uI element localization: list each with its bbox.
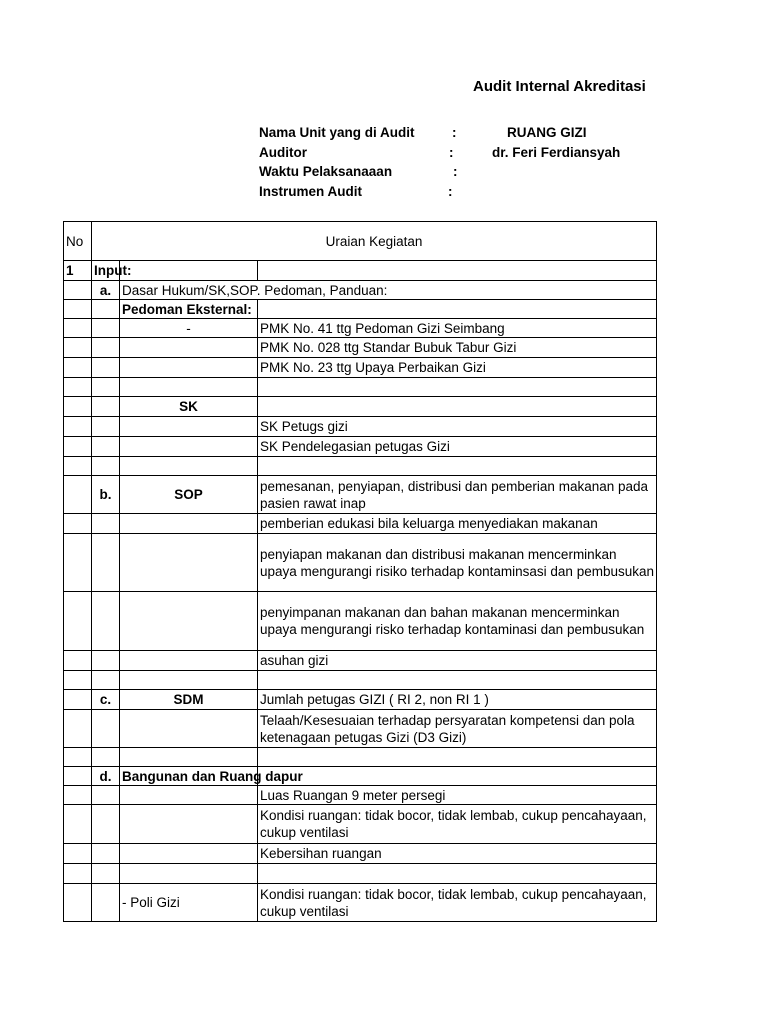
row-category-cell bbox=[120, 358, 258, 378]
table-row bbox=[64, 690, 657, 710]
row-description-cell bbox=[258, 748, 657, 767]
row-description-cell: asuhan gizi bbox=[258, 651, 657, 671]
table-row bbox=[64, 844, 657, 864]
audit-table bbox=[63, 221, 657, 922]
row-no-cell bbox=[64, 592, 92, 651]
row-category-cell bbox=[120, 437, 258, 457]
row-category-cell bbox=[120, 671, 258, 690]
row-no-cell bbox=[64, 281, 92, 300]
row-sub-cell bbox=[92, 437, 120, 457]
row-category-cell: - bbox=[120, 319, 258, 338]
table-row bbox=[64, 319, 657, 338]
table-row bbox=[64, 884, 657, 922]
row-category-cell bbox=[120, 786, 258, 805]
row-description-cell: pemberian edukasi bila keluarga menyediakan makanan bbox=[258, 514, 657, 534]
table-row bbox=[64, 338, 657, 358]
row-description-cell: Luas Ruangan 9 meter persegi bbox=[258, 786, 657, 805]
row-no-cell bbox=[64, 319, 92, 338]
row-no-cell bbox=[64, 805, 92, 844]
table-row bbox=[64, 476, 657, 514]
row-description-cell bbox=[258, 864, 657, 884]
table-row bbox=[64, 457, 657, 476]
table-row bbox=[64, 281, 657, 300]
row-description-cell: Kondisi ruangan: tidak bocor, tidak lembab, cukup pencahayaan, cukup ventilasi bbox=[258, 884, 657, 922]
row-no-cell bbox=[64, 378, 92, 397]
row-category-cell bbox=[120, 338, 258, 358]
row-category-cell bbox=[120, 805, 258, 844]
table-row bbox=[64, 261, 657, 281]
row-no-cell bbox=[64, 690, 92, 710]
row-sub-cell bbox=[92, 457, 120, 476]
row-category-cell bbox=[120, 514, 258, 534]
row-description-cell bbox=[258, 671, 657, 690]
row-sub-cell bbox=[92, 358, 120, 378]
table-row bbox=[64, 437, 657, 457]
row-description-cell bbox=[258, 300, 657, 319]
table-row bbox=[64, 786, 657, 805]
row-description-cell: Kondisi ruangan: tidak bocor, tidak lembab, cukup pencahayaan, cukup ventilasi bbox=[258, 805, 657, 844]
meta-label: Auditor bbox=[259, 144, 307, 160]
table-row bbox=[64, 805, 657, 844]
table-row bbox=[64, 671, 657, 690]
row-no-cell bbox=[64, 864, 92, 884]
row-no-cell bbox=[64, 397, 92, 417]
row-description-cell: pemesanan, penyiapan, distribusi dan pemberian makanan pada pasien rawat inap bbox=[258, 476, 657, 514]
table-row bbox=[64, 592, 657, 651]
row-no-cell bbox=[64, 534, 92, 592]
row-category-cell bbox=[120, 457, 258, 476]
row-category-cell: Dasar Hukum/SK,SOP. Pedoman, Panduan: bbox=[120, 281, 657, 300]
row-description-cell bbox=[258, 378, 657, 397]
row-sub-cell: Input: bbox=[92, 261, 120, 281]
row-description-cell: PMK No. 41 ttg Pedoman Gizi Seimbang bbox=[258, 319, 657, 338]
row-sub-cell bbox=[92, 417, 120, 437]
row-no-cell bbox=[64, 514, 92, 534]
row-description-cell: SK Pendelegasian petugas Gizi bbox=[258, 437, 657, 457]
row-sub-cell bbox=[92, 514, 120, 534]
row-description-cell bbox=[258, 397, 657, 417]
row-category-cell bbox=[120, 864, 258, 884]
row-sub-cell bbox=[92, 378, 120, 397]
row-no-cell bbox=[64, 476, 92, 514]
table-row bbox=[64, 300, 657, 319]
row-description-cell: penyimpanan makanan dan bahan makanan mencerminkan upaya mengurangi risko terhadap kontaminasi dan pembusukan bbox=[258, 592, 657, 651]
row-category-cell bbox=[120, 592, 258, 651]
row-description-cell: PMK No. 028 ttg Standar Bubuk Tabur Gizi bbox=[258, 338, 657, 358]
row-category-cell bbox=[120, 710, 258, 748]
row-sub-cell bbox=[92, 319, 120, 338]
row-category-cell bbox=[120, 534, 258, 592]
row-no-cell bbox=[64, 786, 92, 805]
row-no-cell bbox=[64, 358, 92, 378]
meta-colon: : bbox=[453, 164, 458, 179]
row-description-cell bbox=[258, 261, 657, 281]
table-row bbox=[64, 514, 657, 534]
row-category-cell: SK bbox=[120, 397, 258, 417]
row-sub-cell: d. bbox=[92, 767, 120, 786]
row-category-cell bbox=[120, 844, 258, 864]
meta-value: dr. Feri Ferdiansyah bbox=[492, 144, 621, 160]
meta-colon: : bbox=[452, 125, 457, 140]
row-no-cell bbox=[64, 437, 92, 457]
row-sub-cell bbox=[92, 748, 120, 767]
row-sub-cell bbox=[92, 671, 120, 690]
row-description-cell: PMK No. 23 ttg Upaya Perbaikan Gizi bbox=[258, 358, 657, 378]
row-no-cell bbox=[64, 457, 92, 476]
row-no-cell: 1 bbox=[64, 261, 92, 281]
row-no-cell bbox=[64, 300, 92, 319]
row-category-cell bbox=[120, 651, 258, 671]
row-sub-cell bbox=[92, 300, 120, 319]
row-sub-cell bbox=[92, 805, 120, 844]
row-sub-cell bbox=[92, 864, 120, 884]
row-description-cell: Jumlah petugas GIZI ( RI 2, non RI 1 ) bbox=[258, 690, 657, 710]
row-sub-cell: b. bbox=[92, 476, 120, 514]
row-no-cell bbox=[64, 671, 92, 690]
row-sub-cell bbox=[92, 884, 120, 922]
row-sub-cell bbox=[92, 534, 120, 592]
row-no-cell bbox=[64, 767, 92, 786]
header-uraian: Uraian Kegiatan bbox=[92, 222, 657, 261]
row-sub-cell bbox=[92, 844, 120, 864]
row-description-cell: Telaah/Kesesuaian terhadap persyaratan kompetensi dan pola ketenagaan petugas Gizi (D3 Gizi) bbox=[258, 710, 657, 748]
row-description-cell: SK Petugs gizi bbox=[258, 417, 657, 437]
row-no-cell bbox=[64, 844, 92, 864]
table-header-row bbox=[64, 222, 657, 261]
row-sub-cell bbox=[92, 786, 120, 805]
table-row bbox=[64, 534, 657, 592]
document-title: Audit Internal Akreditasi bbox=[473, 78, 646, 95]
header-no: No bbox=[64, 222, 92, 261]
row-category-cell bbox=[120, 417, 258, 437]
row-no-cell bbox=[64, 710, 92, 748]
table-row bbox=[64, 710, 657, 748]
row-no-cell bbox=[64, 417, 92, 437]
meta-colon: : bbox=[449, 144, 454, 160]
table-row bbox=[64, 417, 657, 437]
row-sub-cell bbox=[92, 710, 120, 748]
row-no-cell bbox=[64, 748, 92, 767]
meta-label: Nama Unit yang di Audit bbox=[259, 125, 415, 140]
table-row bbox=[64, 748, 657, 767]
row-category-cell: - Poli Gizi bbox=[120, 884, 258, 922]
row-category-cell bbox=[120, 261, 258, 281]
row-category-cell bbox=[120, 378, 258, 397]
row-sub-cell bbox=[92, 651, 120, 671]
row-sub-cell bbox=[92, 592, 120, 651]
meta-label: Instrumen Audit bbox=[259, 183, 362, 199]
row-description-cell: penyiapan makanan dan distribusi makanan mencerminkan upaya mengurangi risiko terhadap kontaminsasi dan pembusukan bbox=[258, 534, 657, 592]
row-category-cell: SOP bbox=[120, 476, 258, 514]
table-row bbox=[64, 378, 657, 397]
table-row bbox=[64, 358, 657, 378]
row-no-cell bbox=[64, 884, 92, 922]
table-row bbox=[64, 651, 657, 671]
row-description-cell bbox=[258, 767, 657, 786]
table-row bbox=[64, 767, 657, 786]
row-category-cell: Bangunan dan Ruang dapur bbox=[120, 767, 258, 786]
table-row bbox=[64, 397, 657, 417]
meta-label: Waktu Pelaksanaaan bbox=[259, 164, 393, 179]
table-row bbox=[64, 864, 657, 884]
row-sub-cell bbox=[92, 397, 120, 417]
row-category-cell: SDM bbox=[120, 690, 258, 710]
audit-table-container bbox=[63, 221, 656, 922]
row-sub-cell bbox=[92, 338, 120, 358]
row-sub-cell: a. bbox=[92, 281, 120, 300]
row-category-cell: Pedoman Eksternal: bbox=[120, 300, 258, 319]
row-sub-cell: c. bbox=[92, 690, 120, 710]
meta-colon: : bbox=[448, 183, 453, 199]
row-description-cell: Kebersihan ruangan bbox=[258, 844, 657, 864]
row-no-cell bbox=[64, 651, 92, 671]
row-category-cell bbox=[120, 748, 258, 767]
row-description-cell bbox=[258, 457, 657, 476]
meta-value: RUANG GIZI bbox=[507, 125, 587, 140]
row-no-cell bbox=[64, 338, 92, 358]
